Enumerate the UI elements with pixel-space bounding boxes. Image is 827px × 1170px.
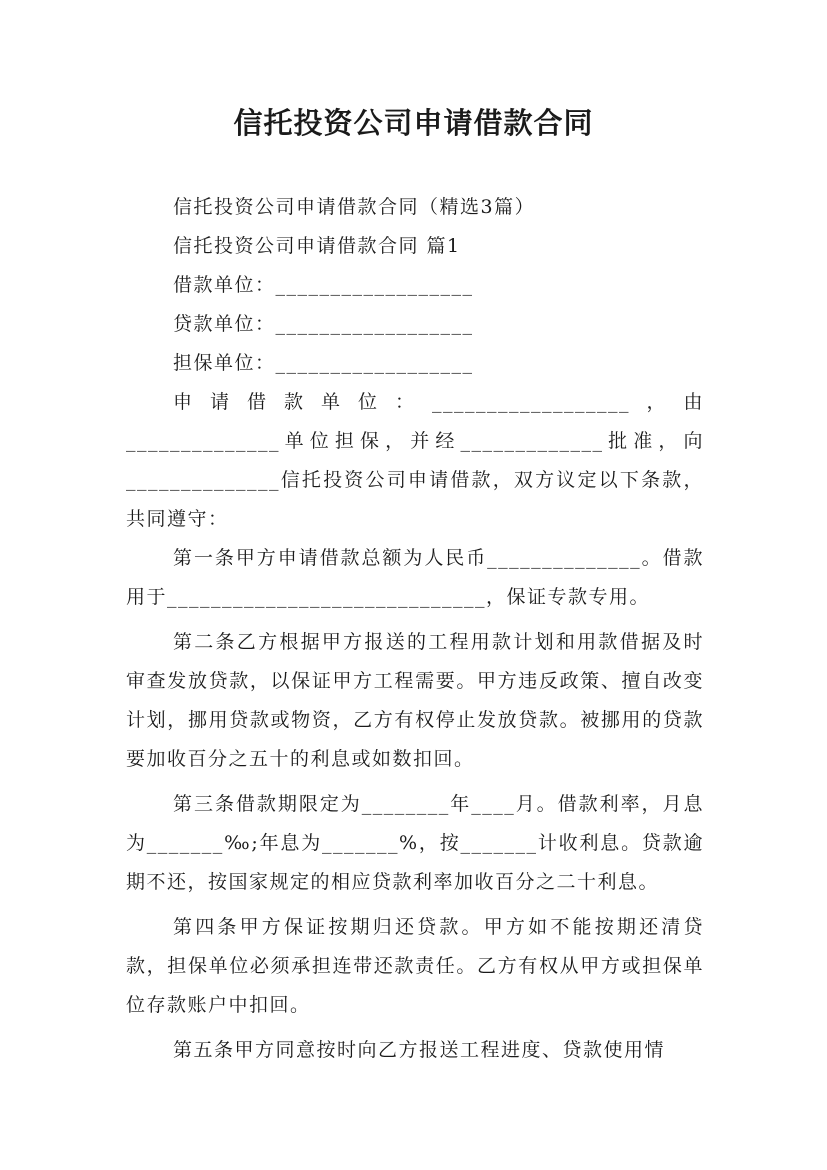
paragraph-clause-4: 第四条甲方保证按期归还贷款。甲方如不能按期还清贷款，担保单位必须承担连带还款责任。乙方有权从甲方或担保单位存款账户中扣回。	[126, 916, 704, 1016]
paragraph-subtitle: 信托投资公司申请借款合同（精选3篇）	[173, 196, 536, 218]
paragraph-article-heading: 信托投资公司申请借款合同 篇1	[173, 235, 461, 257]
document-title: 信托投资公司申请借款合同	[233, 106, 594, 140]
paragraph-clause-5: 第五条甲方同意按时向乙方报送工程进度、贷款使用情	[173, 1039, 666, 1061]
paragraph-preamble: 申请借款单位：__________________，由______________单位担保，并经_____________批准，向______________信托投资公司申请借款，双方议定以下条款，共同遵守：	[126, 391, 704, 530]
paragraph-borrower: 借款单位：__________________	[173, 274, 474, 296]
paragraph-clause-3: 第三条借款期限定为________年____月。借款利率，月息为_______‰;年息为_______%，按_______计收利息。贷款逾期不还，按国家规定的相应贷款利率加收百分之二十利息。	[126, 793, 704, 893]
paragraph-guarantor: 担保单位：__________________	[173, 352, 474, 374]
paragraph-clause-1: 第一条甲方申请借款总额为人民币______________。借款用于_____________________________，保证专款专用。	[126, 547, 704, 608]
document-body	[126, 188, 704, 1070]
paragraph-clause-2: 第二条乙方根据甲方报送的工程用款计划和用款借据及时审查发放贷款，以保证甲方工程需要。甲方违反政策、擅自改变计划，挪用贷款或物资，乙方有权停止发放贷款。被挪用的贷款要加收百分之五十的利息或如数扣回。	[126, 631, 704, 770]
paragraph-lender: 贷款单位：__________________	[173, 313, 474, 335]
